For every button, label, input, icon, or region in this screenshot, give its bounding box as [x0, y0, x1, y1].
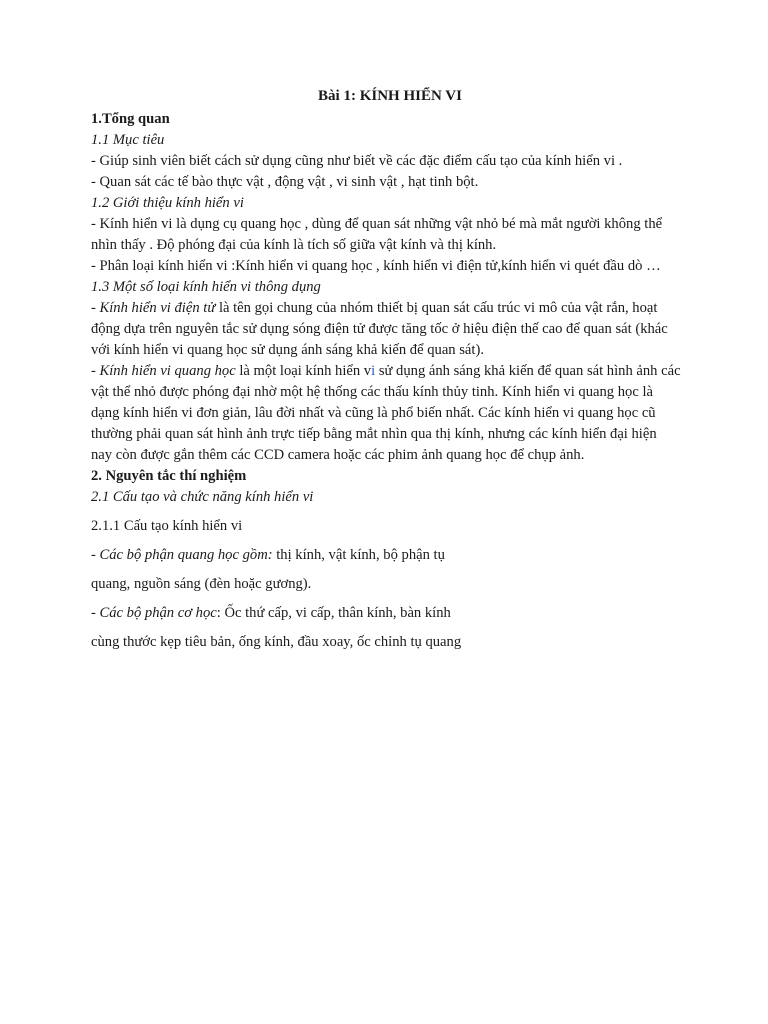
bullet-dash: -: [91, 547, 100, 563]
optical-microscope-highlight: i: [371, 363, 376, 379]
document-title: Bài 1: KÍNH HIỂN VI: [318, 88, 462, 104]
bullet-dash: -: [91, 363, 100, 379]
optical-parts-line-2: quang, nguồn sáng (đèn hoặc gương).: [91, 576, 312, 592]
bullet-dash: -: [91, 605, 100, 621]
section-2-1-heading: 2.1 Cấu tạo và chức năng kính hiển vi: [91, 489, 314, 505]
section-1-1-heading: 1.1 Mục tiêu: [91, 132, 165, 148]
electron-microscope-paragraph: [91, 298, 681, 361]
intro-paragraph-2: - Phân loại kính hiển vi :Kính hiển vi quang học , kính hiển vi điện tử,kính hiển vi quét đầu dò …: [91, 258, 661, 274]
intro-paragraph-1: - Kính hiển vi là dụng cụ quang học , dùng để quan sát những vật nhỏ bé mà mắt người không thể nhìn thấy . Độ phóng đại của kính là tích số giữa vật kính và thị kính.: [91, 216, 663, 253]
optical-parts-line-1: [91, 545, 681, 566]
section-2-heading: 2. Nguyên tắc thí nghiệm: [91, 468, 247, 484]
mechanical-parts-line-1: [91, 603, 681, 624]
section-1-heading: 1.Tổng quan: [91, 111, 170, 127]
optical-parts-term: Các bộ phận quang học gồm:: [99, 547, 273, 563]
document-page: [91, 86, 681, 653]
optical-microscope-text: sử dụng ánh sáng khả kiến để quan sát hình ảnh các vật thể nhỏ được phóng đại nhờ một hệ thống các thấu kính thủy tinh. Kính hiển vi quang học là dạng kính hiển vi đơn giản, lâu đời nhất và cũng là phổ biến nhất. Các kính hiển vi quang học cũ thường phải quan sát hình ảnh trực tiếp bằng mắt nhìn qua thị kính, nhưng các kính hiển đại hiện nay còn được gắn thêm các CCD camera hoặc các phim ảnh quang học để chụp ảnh.: [91, 363, 681, 463]
section-1-3-heading: 1.3 Một số loại kính hiển vi thông dụng: [91, 279, 321, 295]
optical-microscope-paragraph: [91, 361, 681, 466]
optical-microscope-text-start: là một loại kính hiển v: [235, 363, 372, 379]
electron-microscope-text: là tên gọi chung của nhóm thiết bị quan sát cấu trúc vi mô của vật rắn, hoạt động dựa trên nguyên tắc sử dụng sóng điện tử được tăng tốc ở hiệu điện thế cao để quan sát (khác với kính hiển vi quang học sử dụng ánh sáng khả kiến để quan sát).: [91, 300, 668, 358]
mechanical-parts-text: : Ốc thứ cấp, vi cấp, thân kính, bàn kính: [216, 605, 451, 621]
section-2-1-1-heading: 2.1.1 Cấu tạo kính hiển vi: [91, 518, 243, 534]
objective-paragraph-2: - Quan sát các tế bào thực vật , động vật , vi sinh vật , hạt tinh bột.: [91, 174, 479, 190]
electron-microscope-term: Kính hiển vi điện tử: [99, 300, 216, 316]
mechanical-parts-term: Các bộ phận cơ học: [99, 605, 217, 621]
mechanical-parts-line-2: cùng thước kẹp tiêu bản, ống kính, đầu xoay, ốc chỉnh tụ quang: [91, 634, 462, 650]
bullet-dash: -: [91, 300, 100, 316]
optical-microscope-term: Kính hiển vi quang học: [99, 363, 236, 379]
objective-paragraph-1: - Giúp sinh viên biết cách sử dụng cũng như biết về các đặc điểm cấu tạo của kính hiển vi .: [91, 153, 623, 169]
optical-parts-text: thị kính, vật kính, bộ phận tụ: [272, 547, 445, 563]
section-1-2-heading: 1.2 Giới thiệu kính hiển vi: [91, 195, 244, 211]
